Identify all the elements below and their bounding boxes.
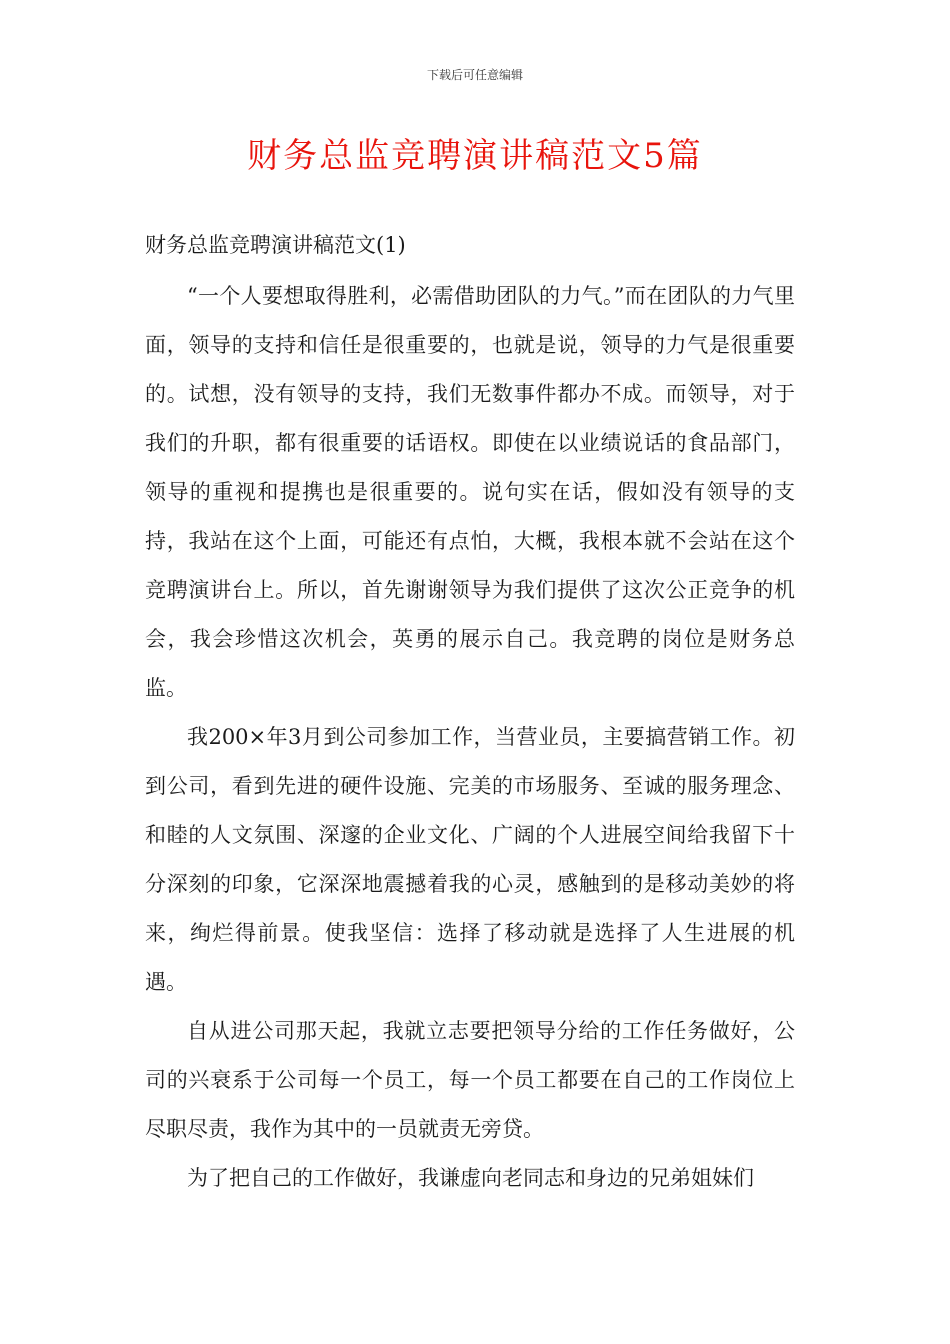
document-body bbox=[145, 228, 795, 1203]
paragraph-1: “一个人要想取得胜利，必需借助团队的力气。”而在团队的力气里面，领导的支持和信任是很重要的，也就是说，领导的力气是很重要的。试想，没有领导的支持，我们无数事件都办不成。而领导，对于我们的升职，都有很重要的话语权。即使在以业绩说话的食品部门，领导的重视和提携也是很重要的。说句实在话，假如没有领导的支持，我站在这个上面，可能还有点怕，大概，我根本就不会站在这个竞聘演讲台上。所以，首先谢谢领导为我们提供了这次公正竞争的机会，我会珍惜这次机会，英勇的展示自己。我竞聘的岗位是财务总监。 bbox=[145, 284, 795, 700]
section-heading: 财务总监竞聘演讲稿范文(1) bbox=[145, 233, 406, 257]
paragraph-2: 我200×年3月到公司参加工作，当营业员，主要搞营销工作。初到公司，看到先进的硬件设施、完美的市场服务、至诚的服务理念、和睦的人文氛围、深邃的企业文化、广阔的个人进展空间给我留下十分深刻的印象，它深深地震撼着我的心灵，感触到的是移动美妙的将来，绚烂得前景。使我坚信：选择了移动就是选择了人生进展的机遇。 bbox=[145, 725, 795, 994]
paragraph-4: 为了把自己的工作做好，我谦虚向老同志和身边的兄弟姐妹们 bbox=[187, 1166, 754, 1190]
header-note: 下载后可任意编辑 bbox=[426, 68, 523, 82]
paragraph-3: 自从进公司那天起，我就立志要把领导分给的工作任务做好，公司的兴衰系于公司每一个员工，每一个员工都要在自己的工作岗位上尽职尽责，我作为其中的一员就责无旁贷。 bbox=[145, 1019, 795, 1141]
document-title: 财务总监竞聘演讲稿范文5篇 bbox=[247, 136, 703, 176]
